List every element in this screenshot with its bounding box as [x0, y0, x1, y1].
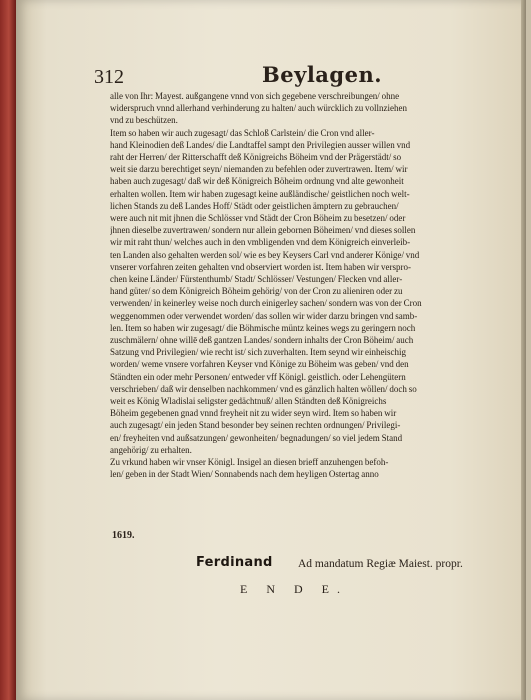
text-line: were auch nit mit jhnen die Schlösser vnd Städt der Cron Böheim zu besetzen/ oder: [110, 213, 406, 224]
text-line: en/ freyheiten vnd außsatzungen/ gewonheiten/ begnadungen/ so viel jedem Stand: [110, 432, 403, 443]
text-line: Zu vrkund haben wir vnser Königl. Insigel an diesen brieff anzuhengen befoh-: [110, 457, 389, 468]
text-line: vnd zu beschützen.: [110, 115, 178, 126]
year: 1619.: [112, 530, 135, 541]
text-line: lichen Stands zu deß Landes Hoff/ Städt oder geistlichen ämptern zu gebrauchen/: [110, 200, 399, 211]
page-header: [80, 62, 520, 92]
text-line: vnserer vorfahren zeiten gehalten vnd observiert worden ist. Item haben wir verspro-: [110, 261, 411, 272]
text-line: weggenommen oder verwendet worden/ das sollen wir wider darzu bringen vnd samb-: [110, 310, 418, 321]
text-line: ten Landen also gehalten werden sol/ wie es bey Keysers Carl vnd anderer Könige/ vnd: [110, 249, 420, 260]
text-line: weit sie darzu berechtiget seyn/ niemanden zu befehlen oder zuvertrawen. Item/ wir: [110, 164, 408, 175]
text-line: widerspruch vnnd allerhand verhinderung zu halten/ auch würcklich zu vollnziehen: [110, 103, 408, 114]
text-line: Satzung vnd Privilegien/ wie recht ist/ sich zuverhalten. Item seynd wir einheischig: [110, 347, 407, 358]
text-line: auch zugesagt/ ein jeden Stand besonder bey seinen rechten ordnungen/ Privilegi-: [110, 420, 401, 431]
running-head: Beylagen.: [262, 62, 383, 87]
page-edge-shadow: [521, 0, 526, 700]
text-line: Böheim gegebenen gnad vnnd freyheit nit zu wider seyn wird. Item so haben wir: [110, 408, 397, 419]
text-line: wir mit raht thun/ welches auch in den vmbligenden vnd dem Königreich einverleib-: [110, 237, 411, 248]
end-mark: E N D E.: [240, 582, 348, 596]
text-line: hand güter/ so dem Königreich Böheim gehörig/ von der Cron zu alieniren oder zu: [110, 286, 403, 297]
mandate-line: Ad mandatum Regiæ Maiest. propr.: [298, 558, 463, 570]
text-line: zuschmälern/ ohne willē deß gantzen Landes/ sondern inhalts der Cron Böheim/ auch: [110, 335, 414, 346]
text-line: haben auch zugesagt/ daß wir deß Königreich Böheim ordnung vnd alte gewonheit: [110, 176, 404, 187]
text-line: angehörig/ zu erhalten.: [110, 444, 192, 455]
text-line: chen keine Länder/ Fürstenthumb/ Stadt/ Schlösser/ Vestungen/ Flecken vnd aller-: [110, 274, 403, 285]
text-line: weit es König Wladislai seligster gedächtnuß/ allen Ständten deß Königreichs: [110, 396, 387, 407]
signature-ferdinand: Ferdinand: [196, 555, 273, 570]
text-line: Item so haben wir auch zugesagt/ das Schloß Carlstein/ die Cron vnd aller-: [110, 127, 375, 138]
text-line: alle von Ihr: Mayest. außgangene vnnd von sich gegebene verschreibungen/ ohne: [110, 91, 400, 101]
text-line: worden/ weme vnsere vorfahren Keyser vnd Könige zu Böheim was geben/ vnd den: [110, 359, 409, 370]
red-cover-edge: [0, 0, 16, 700]
body-text: [110, 90, 485, 481]
text-line: len. Item so haben wir zugesagt/ die Böhmische müntz keines wegs zu geringern noch: [110, 322, 416, 333]
page-number: 312: [94, 66, 124, 88]
text-line: raht der Herren/ der Ritterschafft deß Königreichs Böheim vnd der Prägerstädt/ so: [110, 152, 402, 163]
text-line: hand Kleinodien deß Landes/ die Landtaffel sampt den Privilegien ausser willen vnd: [110, 139, 411, 150]
text-line: erhalten wollen. Item wir haben zugesagt keine außländische/ geistlichen noch welt-: [110, 188, 410, 199]
text-line: jhnen dieselbe zuvertrawen/ sondern nur allein gebornen Böheimen/ vnd dieses sollen: [110, 225, 416, 236]
text-line: verschrieben/ daß wir denselben nachkommen/ vnd es gänzlich halten wöllen/ doch so: [110, 383, 417, 394]
text-line: verwenden/ in keinerley weise noch durch einigerley sachen/ sondern was von der Cron: [110, 298, 422, 309]
text-line: len/ geben in der Stadt Wien/ Sonnabends nach dem heyligen Ostertag anno: [110, 469, 379, 480]
text-line: Ständten ein oder mehr Personen/ entweder vff Königl. geistlich. oder Lehengütern: [110, 371, 406, 382]
